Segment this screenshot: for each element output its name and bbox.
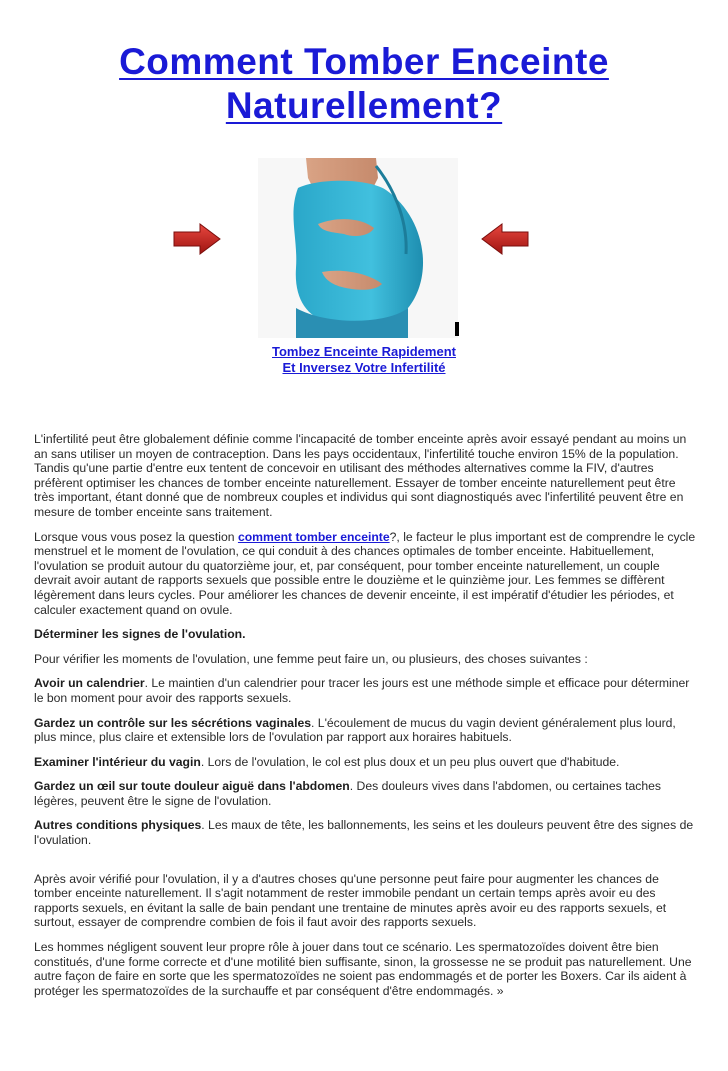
item-calendar: Avoir un calendrier. Le maintien d'un calendrier pour tracer les jours est une méthode simple et efficace pour déterminer le bon moment pour avoir des rapports sexuels.: [34, 676, 690, 705]
hero-section: [0, 158, 728, 344]
article-body: [34, 432, 698, 1008]
pregnant-woman-photo: [258, 158, 458, 338]
arrow-right-icon: [172, 222, 222, 256]
item-examine: Examiner l'intérieur du vagin. Lors de l'ovulation, le col est plus doux et un peu plus ouvert que d'habitude.: [34, 754, 620, 769]
spacer: [34, 858, 698, 872]
paragraph-checklist-intro: Pour vérifier les moments de l'ovulation, une femme peut faire un, ou plusieurs, des choses suivantes :: [34, 651, 588, 666]
paragraph-men: Les hommes négligent souvent leur propre rôle à jouer dans tout ce scénario. Les spermatozoïdes doivent être bien constitués, d'une forme correcte et d'une motilité bien suffisante, sinon, la grossesse ne se produit pas naturellement. Une autre façon de faire en sorte que les spermatozoïdes ne soient pas endommagés et de porter les Boxers. Car ils aident à protéger les spermatozoïdes de la surchauffe et par conséquent d'être endommagés. »: [34, 940, 692, 998]
title-line-1: Comment Tomber Enceinte: [119, 41, 609, 82]
item-other-conditions: Autres conditions physiques. Les maux de tête, les ballonnements, les seins et les douleurs peuvent être des signes de l'ovulation.: [34, 818, 694, 848]
title-line-2: Naturellement?: [225, 85, 503, 126]
item-secretions: Gardez un contrôle sur les sécrétions vaginales. L'écoulement de mucus du vagin devient généralement plus lourd, plus mince, plus claire et extensible lors de l'ovulation par rapport aux horaires habituels.: [34, 715, 676, 745]
paragraph-cycle: [34, 530, 698, 618]
section-heading: Déterminer les signes de l'ovulation.: [34, 627, 246, 642]
keyword-link[interactable]: comment tomber enceinte: [237, 529, 390, 544]
caption-link-line-1[interactable]: Tombez Enceinte Rapidement: [272, 344, 456, 359]
arrow-left-icon: [480, 222, 530, 256]
image-caption-link[interactable]: [0, 344, 728, 376]
paragraph-cycle-after: ?, le facteur le plus important est de comprendre le cycle menstruel et le moment de l'ovulation, ce qui conduit à des chances optimales de tomber enceinte. Habituellement, l'ovulation se produit autour du quatorzième jour, et, par conséquent, pour tomber enceinte naturellement, un couple devrait avoir autant de rapports sexuels que possible entre le douzième et le quinzième jour. Les femmes se diffèrent légèrement dans leurs cycles. Pour améliorer les chances de devenir enceinte, il est impératif d'étudier les périodes, et calculer exactement quand on ovule.: [34, 529, 696, 617]
paragraph-after-ovulation: Après avoir vérifié pour l'ovulation, il y a d'autres choses qu'une personne peut faire pour augmenter les chances de tomber enceinte naturellement. Il s'agit notamment de rester immobile pendant un certain temps après avoir eu des rapports sexuels, en évitant la salle de bain pendant une trentaine de minutes après avoir eu des rapports sexuels, et surtout, essayer de comprendre combien de fois il faut avoir des rapports sexuels.: [34, 871, 667, 930]
paragraph-cycle-before: Lorsque vous vous posez la question: [34, 529, 238, 544]
page-title: [0, 40, 728, 128]
text-cursor-mark: [455, 322, 459, 336]
item-pain: Gardez un œil sur toute douleur aiguë dans l'abdomen. Des douleurs vives dans l'abdomen, ou certaines taches légères, peuvent être le signe de l'ovulation.: [34, 779, 662, 808]
caption-link-line-2[interactable]: Et Inversez Votre Infertilité: [282, 360, 446, 375]
paragraph-intro: L'infertilité peut être globalement définie comme l'incapacité de tomber enceinte après avoir essayé pendant au moins un an sans utiliser un moyen de contraception. Dans les pays occidentaux, l'infertilité touche environ 15% de la population. Tandis qu'une partie d'entre eux tentent de concevoir en utilisant des méthodes alternatives comme la FIV, d'autres préfèrent optimiser les chances de tomber enceinte naturellement. Essayer de tomber enceinte naturellement peut être très important, étant donné que de nombreux couples et individus qui sont diagnostiqués avec l'infertilité peuvent être en mesure de tomber enceinte sans traitement.: [34, 432, 687, 519]
